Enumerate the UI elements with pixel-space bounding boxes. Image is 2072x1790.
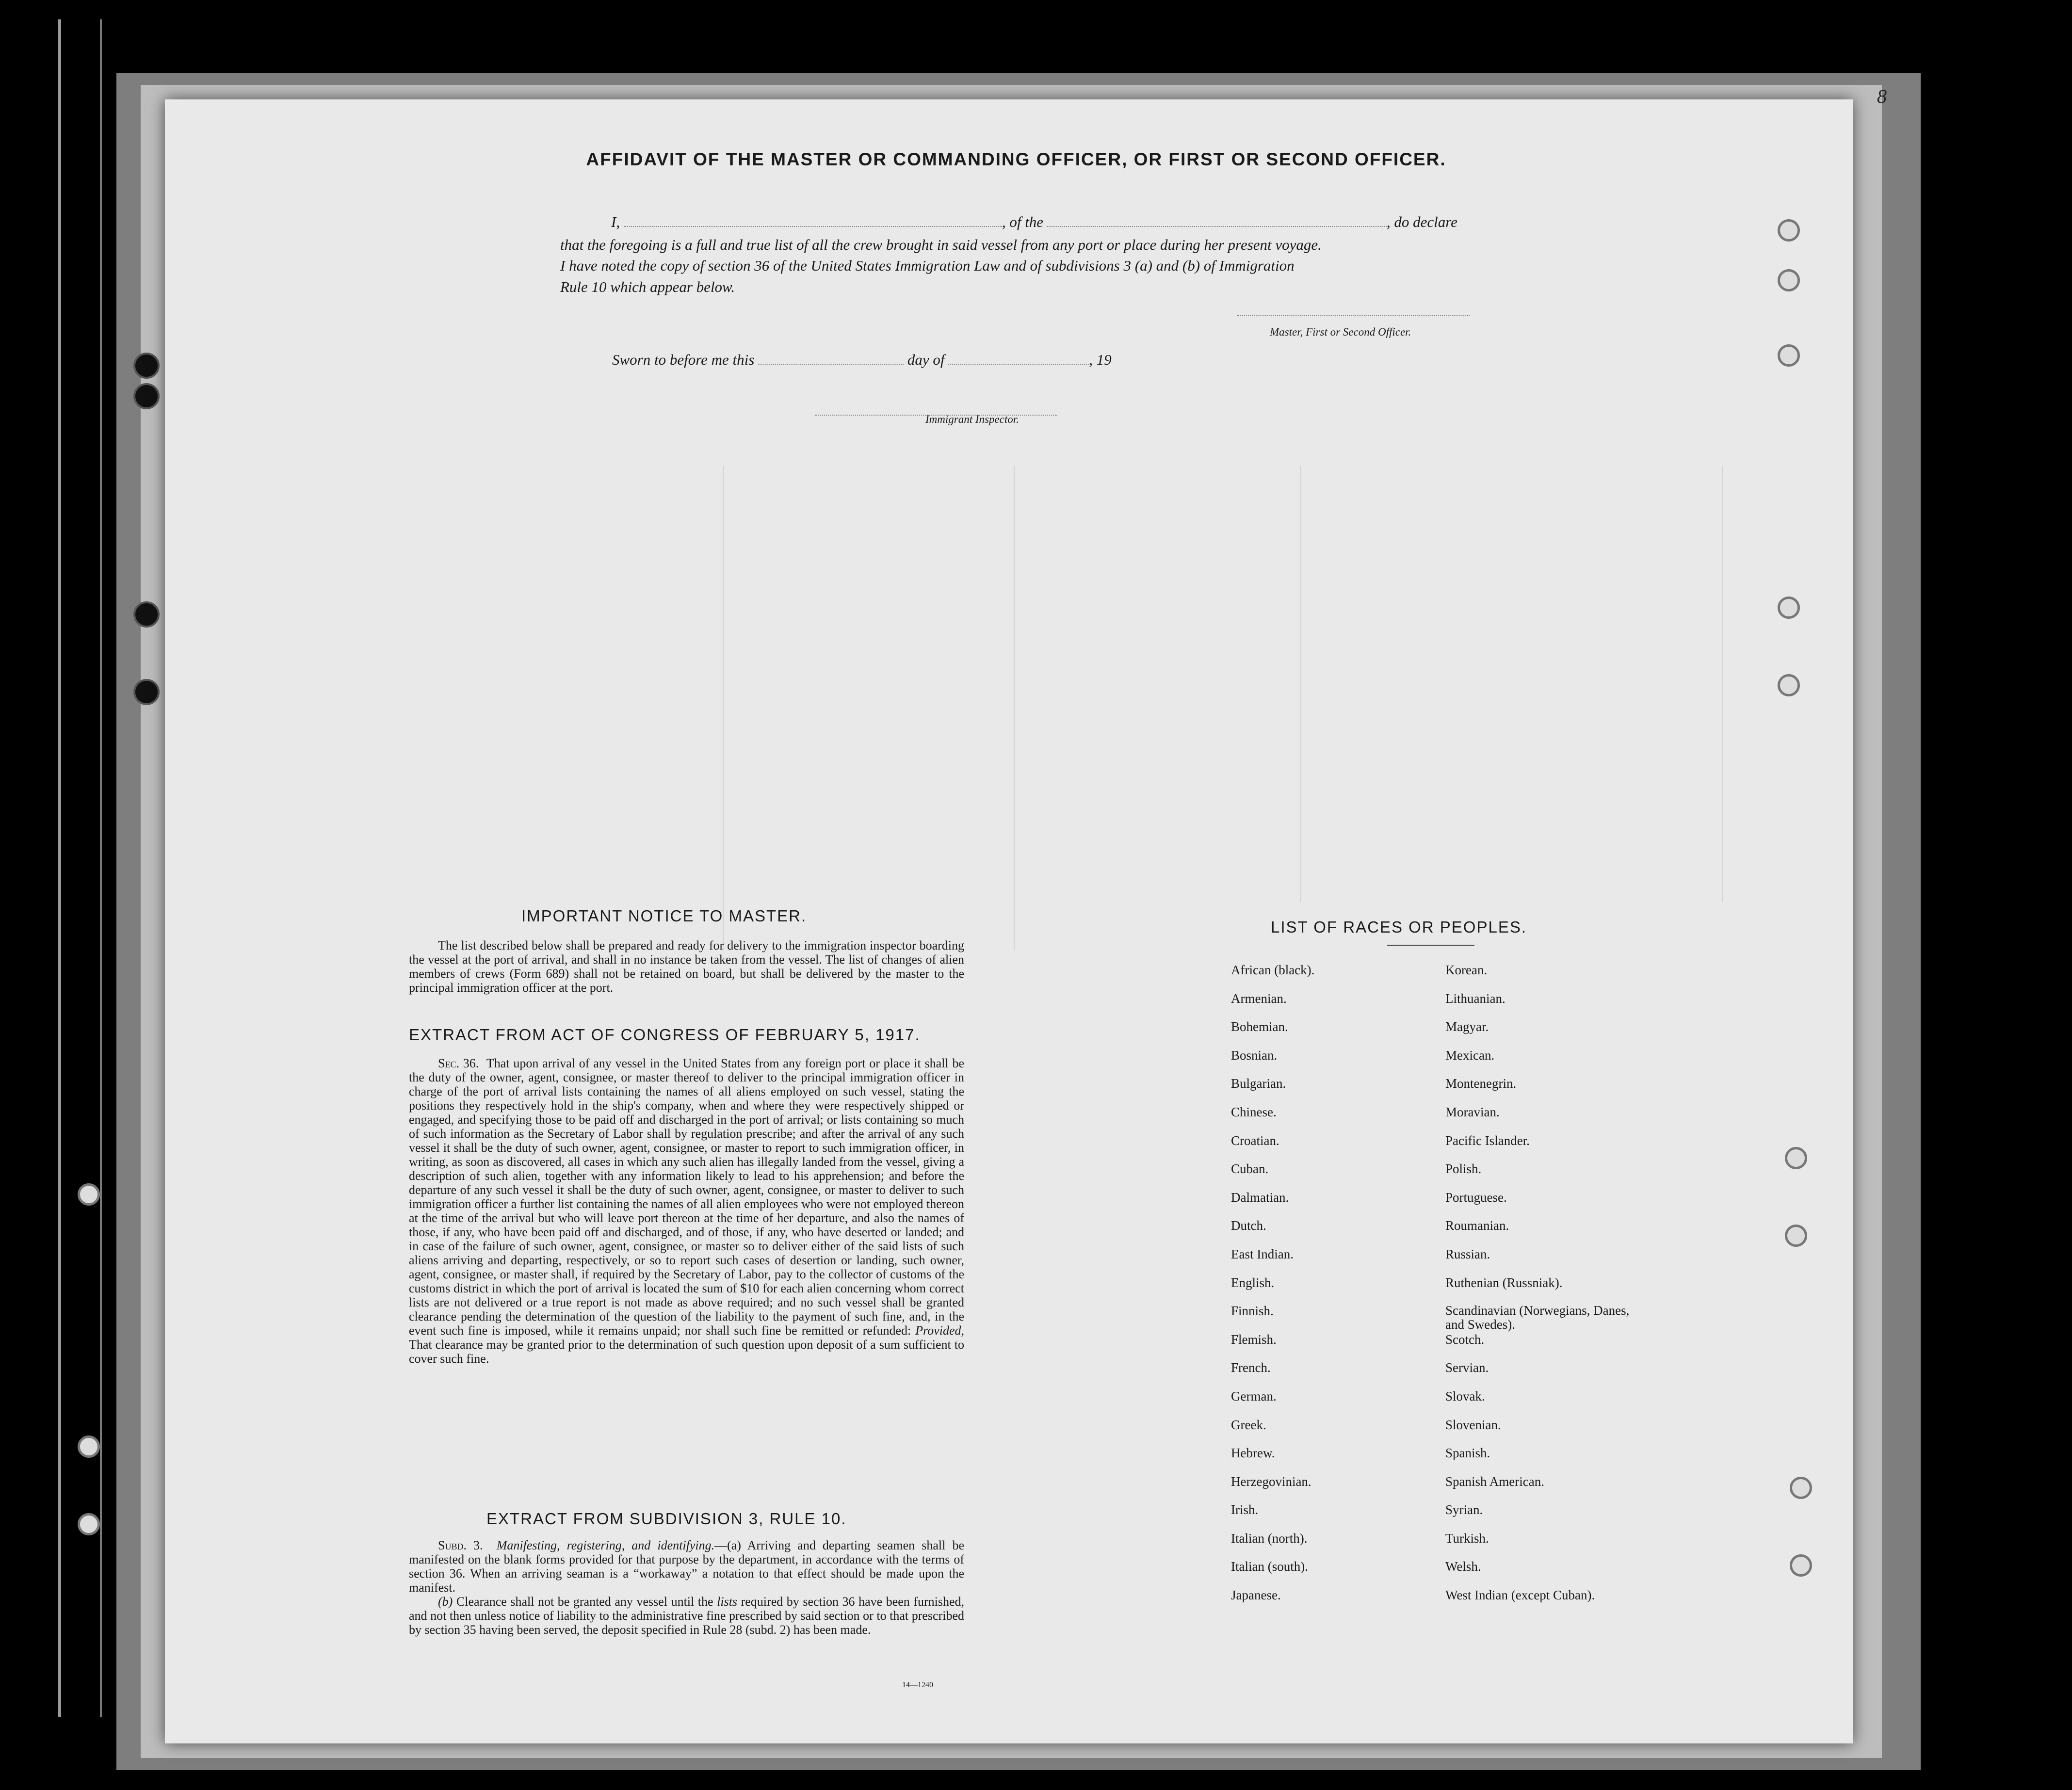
affidavit-declare-label: , do declare [1386, 213, 1457, 230]
act-extract-text-end: That clearance may be granted prior to the determination of such question upon deposit of a sum sufficient to cover such fine. [409, 1338, 964, 1366]
ring-hole-icon [1778, 269, 1800, 291]
notice-text: The list described below shall be prepared and ready for delivery to the immigration inspector boarding the vessel at the port of arrival, and shall in no instance be taken from the vessel. The list of changes of alien members of crews (Form 689) shall not be retained on board, but shall be delivered by the master to the principal immigration officer at the port. [409, 938, 964, 995]
binder-hole-icon [133, 383, 160, 409]
ring-hole-icon [78, 1435, 100, 1458]
binder-hole-icon [133, 601, 160, 628]
race-item: Turkish. [1445, 1531, 1489, 1546]
ghost-column-line [1722, 466, 1723, 902]
ring-hole-icon [78, 1183, 100, 1206]
subd-b-text-1: Clearance shall not be granted any vessel until the [456, 1595, 713, 1609]
race-item: Mexican. [1445, 1048, 1495, 1063]
race-item: African (black). [1231, 963, 1315, 977]
inspector-signature-label: Immigrant Inspector. [925, 413, 1019, 425]
ghost-column-line [1014, 466, 1015, 951]
ghost-column-line [723, 466, 724, 951]
race-item: Portuguese. [1445, 1190, 1507, 1205]
race-item: Herzegovinian. [1231, 1474, 1311, 1489]
race-item: East Indian. [1231, 1246, 1294, 1261]
ring-hole-icon [1778, 344, 1800, 367]
ring-hole-icon [78, 1513, 100, 1535]
subd-b-lists: lists [717, 1595, 738, 1609]
rule-b-body [409, 1595, 964, 1637]
rule-extract-heading: EXTRACT FROM SUBDIVISION 3, RULE 10. [486, 1510, 847, 1528]
officer-signature-label: Master, First or Second Officer. [1270, 326, 1411, 338]
subd-label: Subd. 3. [438, 1538, 483, 1552]
year-label: , 19 [1089, 351, 1112, 368]
ring-hole-icon [1785, 1147, 1807, 1169]
race-item: Polish. [1445, 1161, 1482, 1177]
race-item: English. [1231, 1275, 1275, 1290]
binder-edge [58, 19, 102, 1717]
binder-hole-icon [133, 353, 160, 379]
name-blank [624, 215, 1002, 227]
race-item: Pacific Islander. [1445, 1133, 1530, 1148]
binder-hole-icon [133, 679, 160, 705]
race-item: Slovak. [1445, 1388, 1485, 1403]
rule-a-body [409, 1538, 964, 1595]
race-item: Scandinavian (Norwegians, Danes, and Swedes). [1445, 1303, 1630, 1332]
sworn-month-blank [948, 353, 1089, 365]
subd-title: Manifesting, registering, and identifying. [496, 1538, 715, 1552]
race-item: Italian (south). [1231, 1559, 1308, 1574]
notice-paragraph [409, 938, 964, 995]
affidavit-declarant-line [611, 213, 1457, 231]
race-item: German. [1231, 1388, 1277, 1403]
subd-a-label: —(a) [714, 1538, 741, 1552]
provided-word: Provided, [915, 1323, 964, 1338]
race-item: Croatian. [1231, 1133, 1279, 1148]
section-label: Sec. 36. [438, 1056, 479, 1070]
race-item: West Indian (except Cuban). [1445, 1588, 1595, 1603]
race-item: Ruthenian (Russniak). [1445, 1275, 1563, 1290]
race-item: Servian. [1445, 1360, 1489, 1375]
sworn-day-blank [758, 353, 904, 365]
races-left-column [1231, 963, 1314, 1616]
act-extract-text: That upon arrival of any vessel in the United States from any foreign port or place it shall be the duty of the owner, agent, consignee, or master thereof to deliver to the principal immigration officer in charge of the port of arrival lists containing the names of all aliens employed on such vessel, stating the positions they respectively hold in the ship's company, when and where they were respectively shipped or engaged, and specifying those to be paid off and discharged in the port of arrival; or lists containing so much of such information as the Secretary of Labor shall by regulation prescribe; and after the arrival of any such vessel it shall be the duty of such owner, agent, consignee, or master to report to such immigration officer, in writing, as soon as discovered, all cases in which any such alien has illegally landed from the vessel, giving a description of such alien, together with any information likely to lead to his apprehension; and before the departure of any such vessel it shall be the duty of such owner, agent, consignee, or master to deliver to such immigration officer a further list containing the names of all alien employees who were not employed thereon at the time of the arrival but who will leave port thereon at the time of her departure, and also the names of those, if any, who have been paid off and discharged, and of those, if any, who have deserted or landed; and in case of the failure of such owner, agent, consignee, or master so to deliver either of the said lists of such aliens arriving and departing, respectively, or so to report such cases of desertion or landing, such owner, agent, consignee, or master shall, if required by the Secretary of Labor, pay to the collector of customs of the customs district in which the port of arrival is located the sum of $10 for each alien concerning whom correct lists are not delivered or a true report is not made as above required; and no such vessel shall be granted clearance pending the determination of the question of the liability to the payment of such fine, and, in the event such fine is imposed, while it remains unpaid; nor shall such fine be remitted or refunded: [409, 1056, 964, 1338]
ring-hole-icon [1785, 1225, 1807, 1247]
subd-b-text-2: required by section 36 have been furnished, and not then unless notice of liability to the administrative fine prescribed by said section or to that prescribed by section 35 having been served, the deposit specified in Rule 28 (subd. 2) has been made. [409, 1595, 965, 1637]
rule-extract-paragraph [409, 1538, 964, 1637]
affidavit-i-label: I, [611, 213, 620, 230]
race-item: Dalmatian. [1231, 1190, 1289, 1205]
affidavit-title: AFFIDAVIT OF THE MASTER OR COMMANDING OFFICER, OR FIRST OR SECOND OFFICER. [586, 149, 1446, 169]
form-number: 14—1240 [902, 1681, 933, 1689]
race-item: Roumanian. [1445, 1218, 1509, 1233]
act-extract-paragraph [409, 1056, 964, 1366]
race-item: Bohemian. [1231, 1019, 1288, 1034]
sworn-text: Sworn to before me this [612, 351, 755, 368]
race-item: Bulgarian. [1231, 1076, 1286, 1091]
race-item: Bosnian. [1231, 1048, 1278, 1063]
act-extract-body [409, 1056, 964, 1366]
race-item: Lithuanian. [1445, 991, 1505, 1006]
ring-hole-icon [1790, 1554, 1812, 1577]
race-item: Spanish. [1445, 1446, 1490, 1461]
subd-a-text: Arriving and departing seamen shall be manifested on the blank forms provided for that purpose by the department, in accordance with the terms of section 36. When an arriving seaman is a “workaway” a notation to that effect should be made upon the manifest. [409, 1538, 964, 1595]
race-item: Dutch. [1231, 1218, 1266, 1233]
race-item: Chinese. [1231, 1104, 1277, 1119]
notice-heading: IMPORTANT NOTICE TO MASTER. [521, 907, 807, 925]
races-title: LIST OF RACES OR PEOPLES. [1271, 918, 1527, 936]
affidavit-text-line: Rule 10 which appear below. [560, 278, 735, 295]
ring-hole-icon [1790, 1477, 1812, 1499]
affidavit-text-line: I have noted the copy of section 36 of the United States Immigration Law and of subdivisions 3 (a) and (b) of Immigration [560, 257, 1295, 274]
race-item: Moravian. [1445, 1104, 1500, 1119]
race-item: Slovenian. [1445, 1417, 1501, 1432]
ring-hole-icon [1778, 674, 1800, 696]
day-of-label: day of [907, 351, 945, 368]
affidavit-text-line: that the foregoing is a full and true list of all the crew brought in said vessel from any port or place during her present voyage. [560, 236, 1322, 253]
page-mark: 8 [1877, 85, 1887, 107]
races-right-column [1445, 963, 1649, 1616]
race-item: Russian. [1445, 1246, 1490, 1261]
race-item: Hebrew. [1231, 1446, 1275, 1461]
ghost-column-line [1300, 466, 1301, 902]
race-item: Finnish. [1231, 1304, 1274, 1319]
race-item: Montenegrin. [1445, 1076, 1517, 1091]
race-item: Cuban. [1231, 1161, 1269, 1177]
race-item: Welsh. [1445, 1559, 1481, 1574]
race-item: Korean. [1445, 963, 1488, 977]
race-item: Flemish. [1231, 1332, 1277, 1347]
ring-hole-icon [1778, 597, 1800, 619]
race-item: French. [1231, 1360, 1271, 1375]
race-item: Italian (north). [1231, 1531, 1308, 1546]
race-item: Scotch. [1445, 1332, 1485, 1347]
sworn-line [612, 351, 1112, 369]
races-title-underline [1387, 945, 1474, 946]
race-item: Greek. [1231, 1417, 1266, 1432]
race-item: Spanish American. [1445, 1474, 1544, 1489]
subd-b-label: (b) [438, 1595, 453, 1609]
ring-hole-icon [1778, 219, 1800, 242]
officer-signature-line [1237, 315, 1470, 316]
race-item: Japanese. [1231, 1588, 1281, 1603]
vessel-blank [1047, 215, 1387, 227]
race-item: Armenian. [1231, 991, 1287, 1006]
race-item: Syrian. [1445, 1502, 1483, 1517]
act-extract-heading: EXTRACT FROM ACT OF CONGRESS OF FEBRUARY 5, 1917. [409, 1026, 921, 1044]
affidavit-of-the-label: , of the [1002, 213, 1044, 230]
race-item: Irish. [1231, 1502, 1259, 1517]
race-item: Magyar. [1445, 1019, 1489, 1034]
